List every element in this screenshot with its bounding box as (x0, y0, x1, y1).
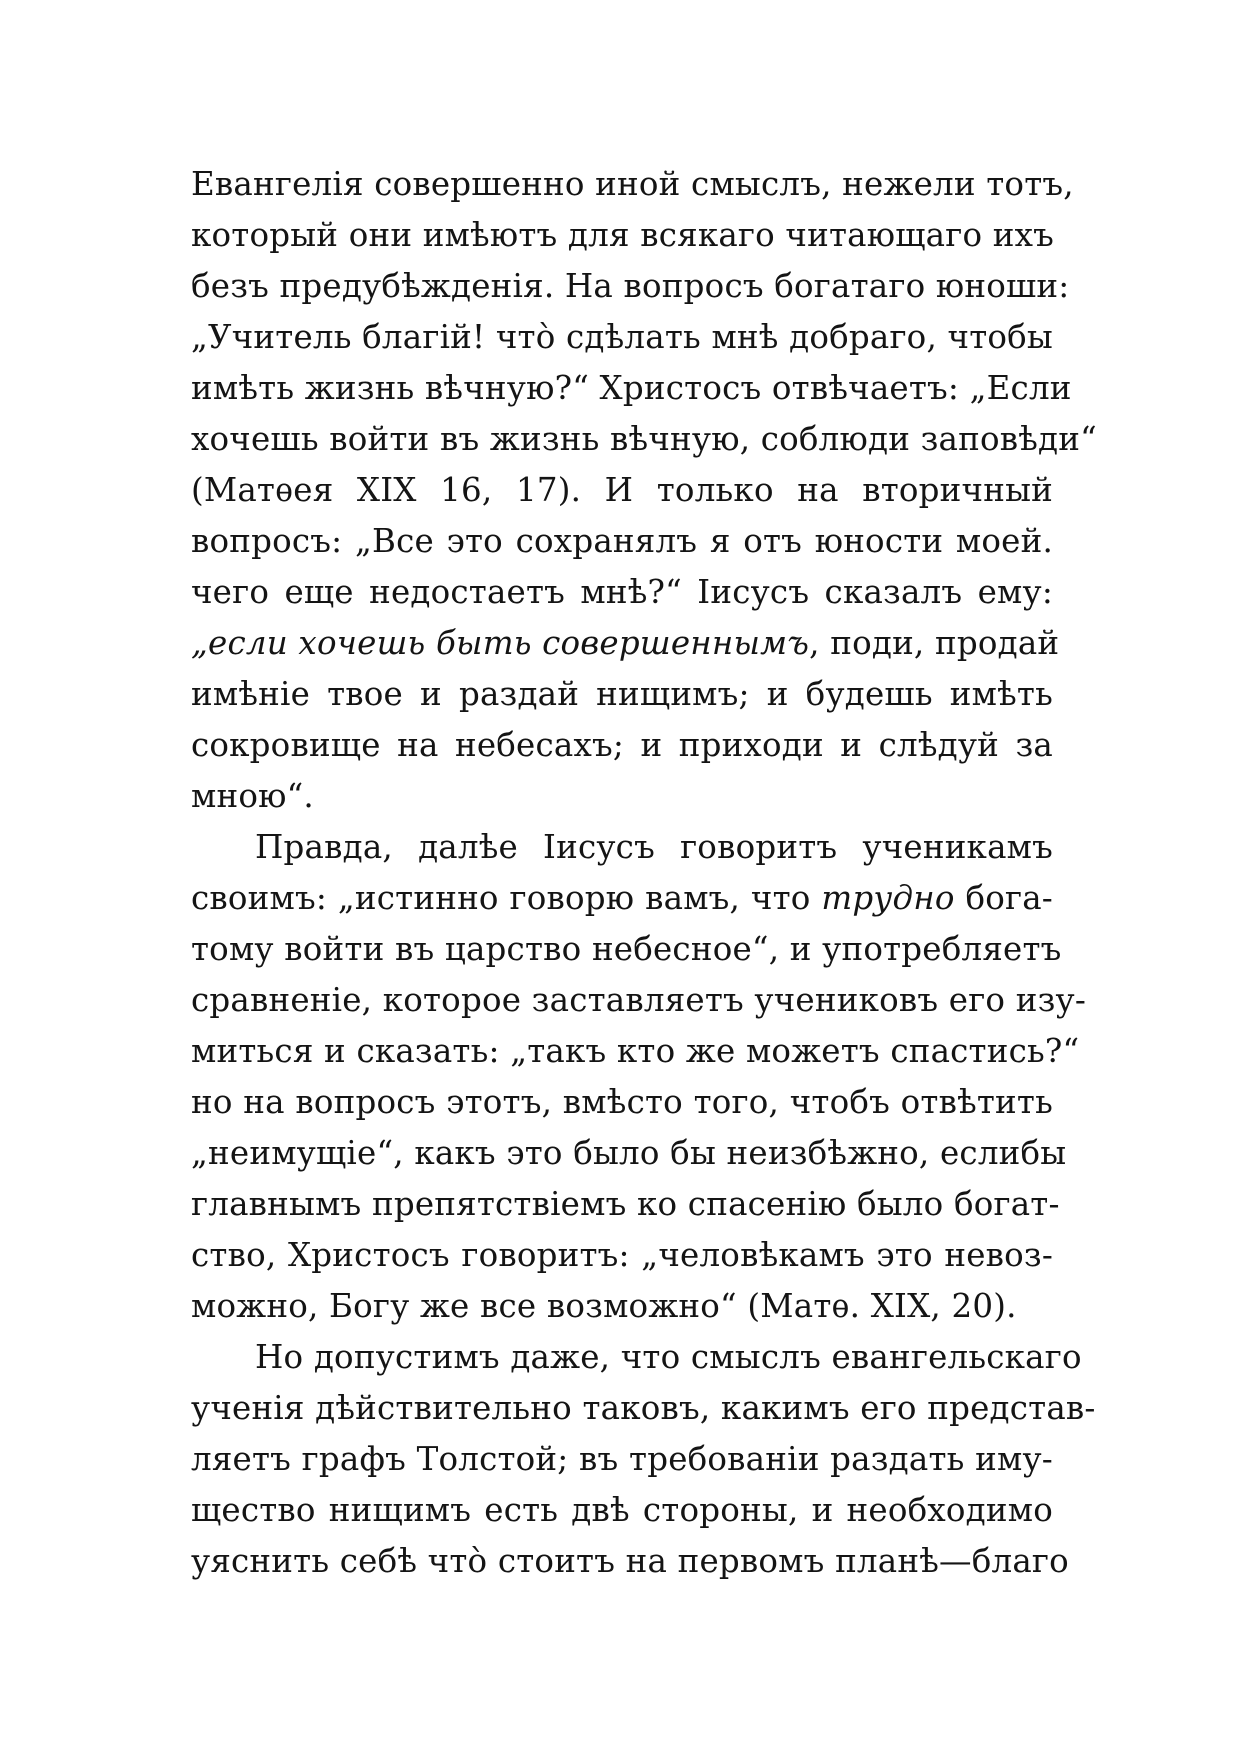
text-fragment: своимъ: „истинно говорю вамъ, что (191, 879, 822, 917)
text-line: хочешь войти въ жизнь вѣчную, соблюди заповѣди“ (191, 420, 1097, 458)
text-line: (Матѳея XIX 16, 17). И только на вторичный (191, 471, 1053, 509)
text-line: „неимущіе“, какъ это было бы неизбѣжно, еслибы (191, 1134, 1067, 1172)
text-line-paragraph-start: Правда, далѣе Іисусъ говоритъ ученикамъ (255, 828, 1053, 866)
text-line-italic-word (191, 873, 1053, 924)
text-line: безъ предубѣжденія. На вопросъ богатаго юноши: (191, 267, 1070, 305)
text-line-paragraph-end: можно, Богу же все возможно“ (Матѳ. XIX, 20). (191, 1287, 1017, 1325)
text-line-italic-quote (191, 618, 1060, 669)
text-line-paragraph-start: Но допустимъ даже, что смыслъ евангельскаго (255, 1338, 1082, 1376)
text-line: тому войти въ царство небесное“, и употребляетъ (191, 930, 1062, 968)
body-text (191, 159, 1097, 1587)
text-line: чего еще недостаетъ мнѣ?“ Іисусъ сказалъ ему: (191, 573, 1053, 611)
text-line: имѣть жизнь вѣчную?“ Христосъ отвѣчаетъ: „Если (191, 369, 1072, 407)
text-line: щество нищимъ есть двѣ стороны, и необходимо (191, 1491, 1053, 1529)
text-line: сокровище на небесахъ; и приходи и слѣдуй за (191, 726, 1053, 764)
text-line: но на вопросъ этотъ, вмѣсто того, чтобъ отвѣтить (191, 1083, 1053, 1121)
text-line: имѣніе твое и раздай нищимъ; и будешь имѣть (191, 675, 1053, 713)
text-line: главнымъ препятствіемъ ко спасенію было богат- (191, 1185, 1060, 1223)
text-line: ляетъ графъ Толстой; въ требованіи раздать иму- (191, 1440, 1053, 1478)
text-line: Евангелія совершенно иной смыслъ, нежели тотъ, (191, 165, 1074, 203)
italic-word: трудно (821, 879, 955, 917)
text-line: сравненіе, которое заставляетъ учениковъ его изу- (191, 981, 1087, 1019)
text-line-paragraph-end: мною“. (191, 777, 314, 815)
text-line: вопросъ: „Все это сохранялъ я отъ юности моей. (191, 522, 1053, 560)
text-line: который они имѣютъ для всякаго читающаго ихъ (191, 216, 1055, 254)
text-fragment: , поди, продай (809, 624, 1060, 662)
text-line: „Учитель благій! что̀ сдѣлать мнѣ добраго, чтобы (191, 318, 1053, 356)
text-line: уяснить себѣ что̀ стоитъ на первомъ планѣ—благо (191, 1542, 1069, 1580)
text-fragment: бога- (954, 879, 1053, 917)
text-line: ученія дѣйствительно таковъ, какимъ его представ- (191, 1389, 1096, 1427)
text-line: миться и сказать: „такъ кто же можетъ спастись?“ (191, 1032, 1080, 1070)
text-line: ство, Христосъ говоритъ: „человѣкамъ это невоз- (191, 1236, 1053, 1274)
italic-quote: „если хочешь быть совершеннымъ (191, 624, 810, 662)
